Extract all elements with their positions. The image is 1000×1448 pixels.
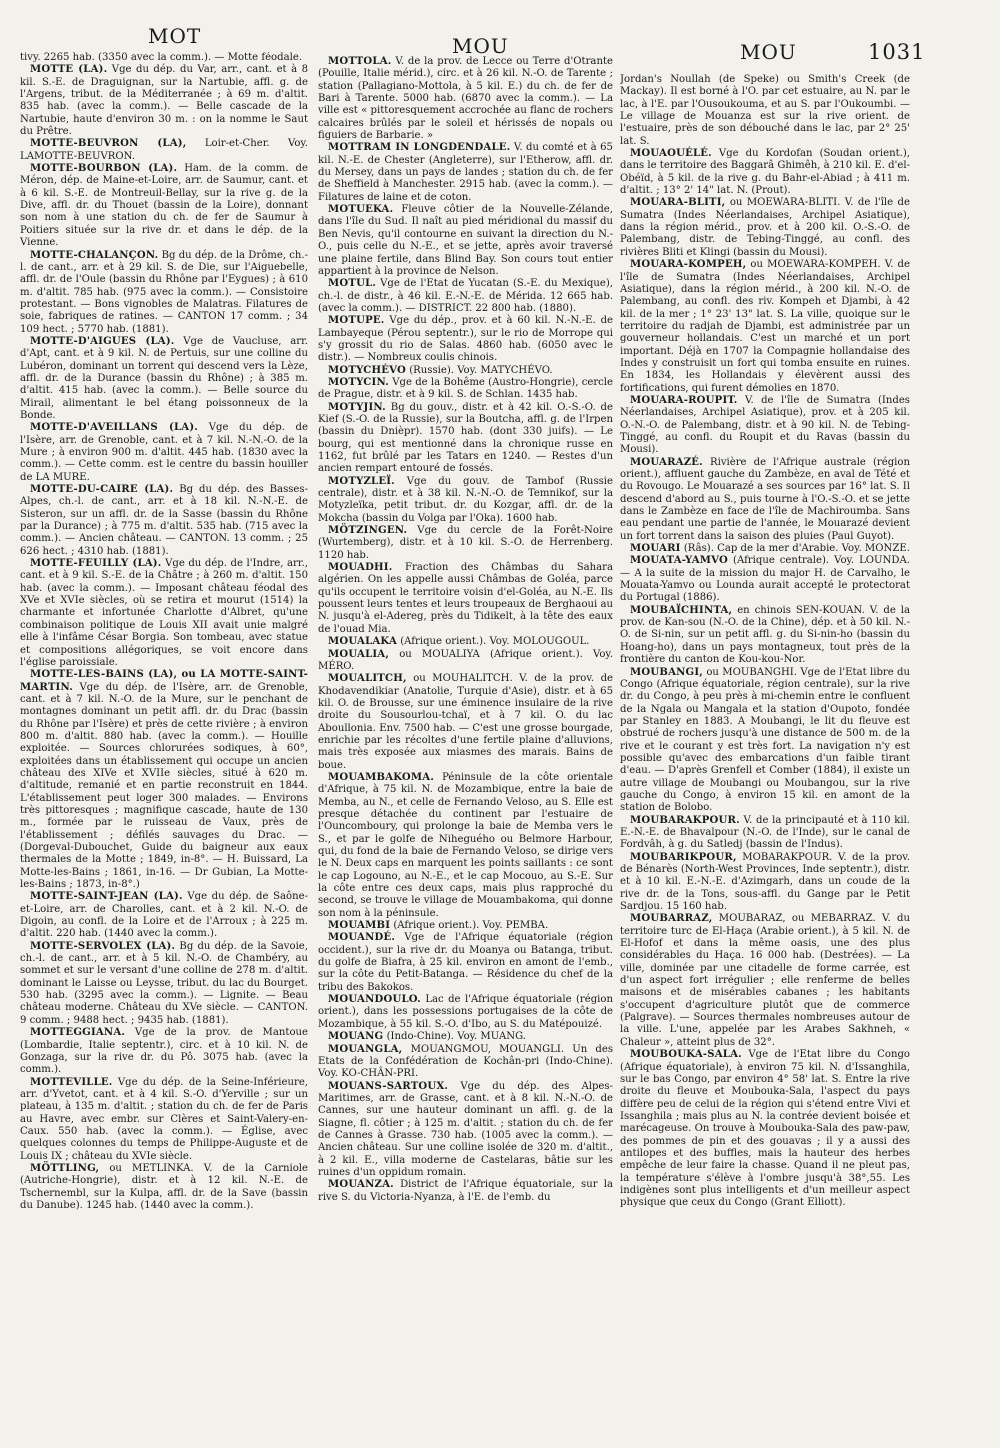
entry-text: Bg du gouv., distr. et à 42 kil. O.-S.-O. de Kief (S.-O. de la Russie), sur la Boutcha, affl. g. de l'Irpen (bassin du Dnièpr). 1570 hab. (dont 330 juifs). — Le bourg, qui est mentionné dans la chronique russe en 1162, fut brûlé par les Tatars en 1240. — Restes d'un ancien rempart entouré de fossés. bbox=[318, 401, 613, 475]
entry-text: Vge de la prov. de Mantoue (Lombardie, Italie septentr.), circ. et à 10 kil. N. de Gonzaga, sur la rive dr. du Pô. 3075 hab. (avec la comm.). bbox=[20, 1027, 308, 1076]
entry-text: Vge de la Bohême (Austro-Hongrie), cercle de Prague, distr. et à 9 kil. S. de Schlan. 1435 hab. bbox=[318, 376, 613, 401]
entry-headword: MOUARA-ROUPIT. bbox=[630, 394, 738, 406]
dictionary-entry bbox=[20, 1163, 308, 1212]
dictionary-entry bbox=[620, 395, 910, 457]
dictionary-entry bbox=[318, 636, 613, 648]
entry-text: Fleuve côtier de la Nouvelle-Zélande, dans l'île du Sud. Il naît au pied méridional du massif du Ben Nevis, qu'il contourne en suivant la direction du N.-O., puis celle du N.-E., et se jette, après avoir traversé une plaine fertile, dans Blind Bay. Son cours tout entier appartient à la province de Nelson. bbox=[318, 204, 613, 277]
entry-text: ou MOUALIYA (Afrique orient.). Voy. MÉRO. bbox=[318, 648, 613, 672]
entry-headword: MOUARA-KOMPEH, bbox=[630, 259, 747, 271]
entry-headword: MOUBARRAZ, bbox=[630, 913, 713, 925]
dictionary-entry bbox=[620, 197, 910, 259]
dictionary-entry bbox=[20, 891, 308, 940]
entry-headword: MOTUEKA. bbox=[328, 204, 394, 216]
dictionary-entry bbox=[20, 64, 308, 138]
dictionary-entry bbox=[318, 1031, 613, 1043]
dictionary-entry bbox=[318, 932, 613, 994]
entry-text: (Indo-Chine). Voy. MUANG. bbox=[386, 1031, 527, 1043]
entry-headword: MOTTE-DU-CAIRE (LA). bbox=[30, 484, 174, 496]
entry-headword: MÖTTLING, bbox=[30, 1162, 100, 1174]
entry-headword: MOUALAKA bbox=[328, 636, 398, 648]
dictionary-entry bbox=[620, 913, 910, 1049]
entry-text: Rivière de l'Afrique australe (région orient.), affluent gauche du Zambèze, en aval de Tété et du Rovougo. Le Mouarazé a ses sources par 16° lat. S. Il descend d'abord au S., puis tourne à l'O.-S.-O. et se jette dans le Zambèze en face de l'île de Machiroumba. Sans eau pendant une partie de l'année, le Mouarazé devient un fort torrent dans la saison des pluies (Paul Guyot). bbox=[620, 456, 910, 542]
dictionary-entry bbox=[20, 138, 308, 163]
dictionary-entry bbox=[620, 457, 910, 543]
entry-headword: MOUARA-BLITI, bbox=[630, 197, 726, 209]
dictionary-entry bbox=[620, 667, 910, 815]
entry-headword: MOUATA-YAMVO bbox=[630, 555, 729, 567]
dictionary-entry bbox=[620, 74, 910, 148]
dictionary-entry bbox=[620, 148, 910, 197]
entry-text: Vge du Kordofan (Soudan orient.), dans le territoire des Baggarâ Ghimêh, à 210 kil. E. d'el-Obéïd, à 5 kil. de la rive g. du Bahr-el-Abiad ; à 411 m. d'altit. ; 13° 2' 14" lat. N. (Prout). bbox=[620, 148, 910, 197]
entry-headword: MOTTE-BOURBON (LA). bbox=[30, 163, 178, 175]
entry-headword: MOUANG bbox=[328, 1031, 384, 1043]
dictionary-entry bbox=[20, 336, 308, 422]
page-number: 1031 bbox=[868, 40, 926, 64]
dictionary-entry bbox=[318, 673, 613, 772]
dictionary-entry bbox=[318, 525, 613, 562]
entry-headword: MOUALITCH, bbox=[328, 673, 407, 685]
entry-text: (Russie). Voy. MATYCHÉVO. bbox=[409, 364, 553, 376]
entry-text: Loir-et-Cher. Voy. LAMOTTE-BEUVRON. bbox=[20, 138, 308, 162]
entry-headword: MOTTOLA. bbox=[328, 56, 392, 67]
entry-text: ou MOEWARA-BLITI. V. de l'île de Sumatra (Indes Néerlandaises, Archipel Asiatique), dans la région mérid., prov. et à 200 kil. O.-S.-O. de Palembang, distr. de Tebing-Tinggé, au confl. des rivières Bliti et Klingi (bassin du Mousi). bbox=[620, 197, 910, 258]
entry-headword: MOTYCIN. bbox=[328, 376, 389, 388]
dictionary-entry bbox=[318, 278, 613, 315]
entry-text: Lac de l'Afrique équatoriale (région orient.), dans les possessions portugaises de la côte de Mozambique, à 55 kil. S.-O. d'Ibo, au S. du Matépouizé. bbox=[318, 994, 613, 1030]
entry-headword: MOTYJIN. bbox=[328, 401, 386, 413]
entry-headword: MOTTEGGIANA. bbox=[30, 1027, 126, 1039]
dictionary-entry bbox=[318, 562, 613, 636]
entry-headword: MOUANDÉ. bbox=[328, 932, 396, 944]
entry-headword: MOUANGLA, bbox=[328, 1043, 403, 1055]
entry-text: MOUBARAZ, ou MEBARRAZ. V. du territoire turc de El-Haça (Arabie orient.), à 5 kil. N. de El-Hofof et dans la même oasis, une des plus considérables du Haça. 16 000 hab. (Destrées). — La ville, dominée par une citadelle de forme carrée, est d'un aspect fort irrégulier ; elle renferme de belles maisons et de misérables cabanes ; les habitants s'occupent d'agriculture plutôt que de commerce (Palgrave). — Sources thermales nombreuses autour de la ville. L'une, appelée par les Arabes Sakhneh, « Chaleur », atteint plus de 32°. bbox=[620, 913, 910, 1048]
entry-text: Vge du dép. de l'Isère, arr. de Grenoble, cant. et à 7 kil. N.-N.-O. de la Mure ; à environ 900 m. d'altit. 445 hab. (1830 avec la comm.). — Cette comm. est le centre du bassin houiller de LA MURE. bbox=[20, 422, 308, 483]
dictionary-entry bbox=[318, 649, 613, 674]
column-2 bbox=[318, 56, 613, 1204]
dictionary-entry bbox=[318, 1044, 613, 1081]
dictionary-entry bbox=[318, 315, 613, 364]
entry-headword: MOTTE-FEUILLY (LA). bbox=[30, 558, 162, 570]
dictionary-entry bbox=[620, 543, 910, 555]
dictionary-entry bbox=[318, 476, 613, 525]
dictionary-entry bbox=[318, 772, 613, 920]
entry-headword: MOTTE (LA). bbox=[30, 64, 108, 76]
entry-text: Vge du dép., prov. et à 60 kil. N.-N.-E. de Lambayeque (Pérou septentr.), sur le rio de Morrope qui s'y grossit du rio de Salas. 4860 hab. (6050 avec le distr.). — Nombreux coulis chinois. bbox=[318, 315, 613, 364]
entry-headword: MOTUL. bbox=[328, 278, 377, 290]
entry-text: (Afrique orient.). Voy. MOLOUGOUL. bbox=[400, 636, 590, 648]
entry-text: (Râs). Cap de la mer d'Arabie. Voy. MONZE. bbox=[683, 543, 910, 555]
entry-headword: MOTTEVILLE. bbox=[30, 1076, 113, 1088]
dictionary-entry bbox=[620, 605, 910, 667]
entry-text: Bg du dép. des Basses-Alpes, ch.-l. de cant., arr. et à 18 kil. N.-N.-E. de Sisteron, sur un affl. dr. de la Sasse (bassin du Rhône par la Durance) ; à 775 m. d'altit. 535 hab. (715 avec la comm.). — Ancien château. — CANTON. 13 comm. ; 25 626 hect. ; 4310 hab. (1881). bbox=[20, 484, 308, 557]
dictionary-entry bbox=[318, 1179, 613, 1204]
dictionary-entry bbox=[620, 259, 910, 395]
entry-text: Vge du dép. du Var, arr., cant. et à 8 kil. S.-E. de Draguignan, sur la Nartubie, affl. g. de l'Argens, tribut. de la Méditerranée ; à 69 m. d'altit. 835 hab. (avec la comm.). — Belle cascade de la Nartubie, haute d'environ 30 m. : on la nomme le Saut du Prêtre. bbox=[20, 64, 308, 138]
dictionary-entry bbox=[318, 204, 613, 278]
entry-text: Vge du cercle de la Forêt-Noire (Wurtemberg), distr. et à 10 kil. S.-O. de Herrenberg. 1120 hab. bbox=[318, 525, 613, 561]
entry-headword: MOUAOUÉLÉ. bbox=[630, 148, 712, 160]
entry-text: V. de la principauté et à 110 kil. E.-N.-E. de Bhavalpour (N.-O. de l'Inde), sur le canal de Fordvâh, à g. du Satledj (bassin de l'Indus). bbox=[620, 814, 910, 851]
entry-text: Jordan's Noullah (de Speke) ou Smith's Creek (de Mackay). Il est borné à l'O. par cet estuaire, au N. par le lac, à l'E. par l'Ousoukouma, et au S. par l'Oukoumbi. — Le village de Mouanza est sur la rive orient. de l'estuaire, près de son débouché dans le lac, par 2° 25' lat. S. bbox=[620, 74, 910, 147]
dictionary-entry bbox=[620, 852, 910, 914]
entry-text: Vge du gouv. de Tambof (Russie centrale), distr. et à 38 kil. N.-N.-O. de Temnikof, sur la Motyzleïka, petit tribut. dr. du Kozgar, affl. dr. de la Mokcha (bassin du Volga par l'Oka). 1600 hab. bbox=[318, 475, 613, 524]
entry-headword: MOUAMBAKOMA. bbox=[328, 771, 435, 783]
entry-text: (Afrique orient.). Voy. PEMBA. bbox=[393, 920, 549, 932]
entry-text: (Afrique centrale). Voy. LOUNDA. — A la suite de la mission du major H. de Carvalho, le Mouata-Yamvo ou Lounda aurait accepté le protectorat du Portugal (1886). bbox=[620, 555, 910, 604]
dictionary-entry bbox=[318, 142, 613, 204]
entry-headword: MOUBANGI, bbox=[630, 666, 704, 678]
entry-text: V. du comté et à 65 kil. N.-E. de Chester (Angleterre), sur l'Etherow, affl. dr. du Mersey, dans un pays de landes ; station du ch. de fer de Sheffield à Manchester. 2915 hab. (avec la comm.). — Filatures de laine et de coton. bbox=[318, 142, 613, 203]
entry-text: Fraction des Châmbas du Sahara algérien. On les appelle aussi Châmbas de Goléa, parce qu'ils occupent le territoire voisin d'el-Goléa, au N.-E. Ils poussent leurs tentes et leurs troupeaux de Berghaoui au N. jusqu'à el-Adereg, près du Tidikelt, à la tête des eaux de l'ouad Mia. bbox=[318, 562, 613, 635]
entry-text: Vge du dép. de l'Indre, arr., cant. et à 9 kil. S.-E. de la Châtre ; à 260 m. d'altit. 150 hab. (avec la comm.). — Imposant château féodal des XVe et XVIe siècles, où se retira et mourut (1514) la charmante et infortunée Charlotte d'Albret, qu'une combinaison politique de Louis XII avait unie malgré elle à l'infâme César Borgia. Son tombeau, avec statue et compositions allégoriques, se voit encore dans l'église paroissiale. bbox=[20, 558, 308, 668]
entry-text: District de l'Afrique équatoriale, sur la rive S. du Victoria-Nyanza, à l'E. de l'emb. du bbox=[318, 1179, 613, 1203]
column-3 bbox=[620, 74, 910, 1210]
entry-headword: MOUBARAKPOUR. bbox=[630, 814, 740, 826]
entry-headword: MOUANZA. bbox=[328, 1179, 394, 1191]
dictionary-entry bbox=[20, 669, 308, 891]
dictionary-entry bbox=[20, 558, 308, 669]
entry-text: Vge du dép. de l'Isère, arr. de Grenoble, cant. et à 7 kil. N.-O. de la Mure, sur le penchant de montagnes dominant un petit affl. dr. du Drac (bassin du Rhône par l'Isère) et près de cette rivière ; à environ 800 m. d'altit. 880 hab. (avec la comm.). — Houille exploitée. — Sources chlorurées sodiques, à 60°, exploitées dans un établissement qui occupe un ancien château des XIVe et XVIIe siècles, situé à 620 m. d'altitude, remanié et en partie reconstruit en 1844. L'établissement peut loger 300 malades. — Environs très pittoresques ; magnifique cascade, haute de 130 m., formée par le ruisseau de Vaux, près de l'établissement ; défilés sauvages du Drac. — (Dorgeval-Dubouchet, Guide du baigneur aux eaux thermales de la Motte ; 1849, in-8°. — H. Buissard, La Motte-les-Bains ; 1861, in-16. — Dr Gubian, La Motte-les-Bains ; 1873, in-8°.) bbox=[20, 681, 308, 891]
entry-headword: MOUBOUKA-SALA. bbox=[630, 1049, 742, 1061]
entry-headword: MOTTRAM IN LONGDENDALE. bbox=[328, 142, 511, 154]
entry-headword: MOTTE-D'AIGUES (LA). bbox=[30, 335, 175, 347]
dictionary-entry bbox=[318, 56, 613, 142]
entry-headword: MOUANDOULO. bbox=[328, 994, 421, 1006]
entry-text: Vge du dép. de la Seine-Inférieure, arr. d'Yvetot, cant. et à 4 kil. S.-O. d'Yerville ; sur un plateau, à 135 m. d'altit. ; station du ch. de fer de Paris au Havre, avec embr. sur Clères et Saint-Valery-en-Caux. 550 hab. (avec la comm.). — Église, avec quelques colonnes du temps de Philippe-Auguste et de Louis IX ; château du XVIe siècle. bbox=[20, 1076, 308, 1162]
dictionary-entry bbox=[20, 1077, 308, 1163]
dictionary-entry bbox=[318, 920, 613, 932]
dictionary-entry bbox=[20, 163, 308, 249]
dictionary-entry bbox=[620, 555, 910, 604]
entry-headword: MOUBAÏCHINTA, bbox=[630, 604, 733, 616]
entry-text: Péninsule de la côte orientale d'Afrique, à 75 kil. N. de Mozambique, entre la baie de Memba, au N., et celle de Fernando Veloso, au S. Elle est presque détachée du continent par l'estuaire de l'Ouncomboury, qui prolonge la baie de Memba vers le S., et par le golfe de Niheguého ou Belmore Harbour, qui, du fond de la baie de Fernando Veloso, se dirige vers le N. Deux caps en marquent les points saillants : ce sont le cap Logouno, au N.-E., et le cap Mocouo, au S.-E. Sur la côte entre ces deux caps, mais plus rapproché du second, se trouve le village de Mouambakoma, qui donne son nom à la péninsule. bbox=[318, 771, 613, 919]
entry-text: Vge de l'Etat de Yucatan (S.-E. du Mexique), ch.-l. de distr., à 46 kil. E.-N.-E. de Mérida. 12 665 hab. (avec la comm.). — DISTRICT. 22 800 hab. (1880). bbox=[318, 278, 613, 314]
entry-headword: MOTYZLEÏ. bbox=[328, 475, 395, 487]
entry-headword: MÖTZINGEN. bbox=[328, 525, 408, 537]
dictionary-entry bbox=[620, 815, 910, 852]
entry-headword: MOUARAZÉ. bbox=[630, 456, 703, 468]
entry-text: ou MOEWARA-KOMPEH. V. de l'île de Sumatra (Indes Néerlandaises, Archipel Asiatique), dans la région mérid., à 200 kil. N.-O. de Palembang, au confl. des riv. Kompeh et Djambi, à 42 kil. de la mer ; 1° 23' 13" lat. S. La ville, quoique sur le territoire du radjah de Djambi, est administrée par un gouverneur hollandais. C'est un marché et un port important. Déjà en 1707 la Compagnie hollandaise des Indes y construisit un fort qui tomba ensuite en ruines. En 1834, les Hollandais y élevèrent aussi des fortifications, qui furent démolies en 1870. bbox=[620, 259, 910, 394]
entry-text: en chinois SEN-KOUAN. V. de la prov. de Kan-sou (N.-O. de la Chine), dép. et à 50 kil. N.-O. de Si-nin, sur un petit affl. g. du Si-nin-ho (bassin du Hoang-ho), dans un pays montagneux, tout près de la frontière du canton de Kou-kou-Nor. bbox=[620, 604, 910, 666]
entry-text: tivy. 2265 hab. (3350 avec la comm.). — Motte féodale. bbox=[20, 52, 303, 63]
entry-headword: MOUAMBI bbox=[328, 920, 391, 932]
dictionary-entry bbox=[318, 1081, 613, 1180]
entry-headword: MOTTE-CHALANÇON. bbox=[30, 249, 159, 261]
entry-headword: MOTUPE. bbox=[328, 315, 385, 327]
entry-text: MOBARAKPOUR. V. de la prov. de Bénarès (North-West Provinces, Inde septentr.), distr. et à 10 kil. E.-N.-E. d'Azimgarh, dans un coude de la rive dr. de la Tons, sous-affl. du Gange par le Petit Sardjou. 15 160 hab. bbox=[620, 851, 910, 913]
entry-headword: MOTTE-LES-BAINS (LA), ou LA MOTTE-SAINT-MARTIN. bbox=[20, 669, 308, 693]
entry-headword: MOTTE-SAINT-JEAN (LA). bbox=[30, 891, 183, 903]
entry-text: MOUANGMOU, MOUANGLI. Un des Etats de la Confédération de Kochân-pri (Indo-Chine). Voy. KO-CHÂN-PRI. bbox=[318, 1043, 613, 1080]
entry-text: Vge de l'Afrique équatoriale (région occident.), sur la rive dr. du Moanya ou Batanga, tribut. du golfe de Biafra, à 25 kil. environ en amont de l'emb., sur la côte du Petit-Batanga. — Résidence du chef de la tribu des Bakokos. bbox=[318, 932, 613, 993]
entry-text: ou MOUBANGHI. Vge de l'Etat libre du Congo (Afrique équatoriale, région centrale), sur la rive dr. du Congo, à peu près à mi-chemin entre le confluent de la Ngala ou Mangala et la station d'Oupoto, fondée par Stanley en 1883. A Moubangi, le lit du fleuve est obstrué de rochers jusqu'à une distance de 500 m. de la rive et le courant y est très fort. La navigation n'y est possible qu'avec des embarcations d'un faible tirant d'eau. — D'après Grenfell et Comber (1884), il existe un autre village de Moubangi ou Moubangou, sur la rive gauche du Congo, à environ 15 kil. en amont de la station de Bolobo. bbox=[620, 666, 910, 814]
dictionary-entry bbox=[318, 377, 613, 402]
entry-text: V. de l'île de Sumatra (Indes Néerlandaises, Archipel Asiatique), prov. et à 205 kil. O.-N.-O. de Palembang, distr. et à 90 kil. N. de Tebing-Tinggé, au confl. du Roupit et du Ravas (bassin du Mousi). bbox=[620, 394, 910, 456]
entry-headword: MOUARI bbox=[630, 543, 681, 555]
running-head-center: MOU bbox=[452, 34, 509, 58]
entry-text: ou METLINKA. V. de la Carniole (Autriche-Hongrie), distr. et à 12 kil. N.-E. de Tschernembl, sur la Kulpa, affl. dr. de la Save (bassin du Danube). 1245 hab. (1440 avec la comm.). bbox=[20, 1162, 308, 1211]
entry-text: ou MOUHALITCH. V. de la prov. de Khodavendikiar (Anatolie, Turquie d'Asie), distr. et à 65 kil. O. de Brousse, sur une éminence insulaire de la rive droite du Sousourlou-tchaï, et à 7 kil. O. du lac Aboullonia. Env. 7500 hab. — C'est une grosse bourgade, enrichie par les récoltes d'une fertile plaine d'alluvions, mais très exposée aux miasmes des marais. Bains de boue. bbox=[318, 673, 613, 771]
entry-headword: MOUANS-SARTOUX. bbox=[328, 1080, 449, 1092]
entry-headword: MOUBARIKPOUR, bbox=[630, 851, 737, 863]
entry-headword: MOTTE-SERVOLEX (LA). bbox=[30, 940, 176, 952]
entry-text: V. de la prov. de Lecce ou Terre d'Otrante (Pouille, Italie mérid.), circ. et à 26 kil. N.-O. de Tarente ; station (Pallagiano-Mottola, à 5 kil. E.) du ch. de fer de Bari à Tarente. 5000 hab. (6870 avec la comm.). — La ville est « pittoresquement accrochée au flanc de rochers calcaires brûlés par le soleil et hérissés de nopals ou figuiers de Barbarie. » bbox=[318, 56, 613, 142]
entry-headword: MOUALIA, bbox=[328, 648, 390, 660]
running-head-left: MOT bbox=[148, 24, 202, 48]
dictionary-entry bbox=[318, 365, 613, 377]
entry-text: Vge de l'Etat libre du Congo (Afrique équatoriale), à environ 75 kil. N. d'Issanghila, sur le bas Congo, par environ 4° 58' lat. S. Entre la rive droite du fleuve et Moubouka-Sala, l'aspect du pays diffère peu de celui de la région qui s'étend entre Vivi et Issanghila ; mais plus au N. la contrée devient boisée et marécageuse. On trouve à Moubouka-Sala des paw-paw, des pommes de pin et des gouavas ; il y a aussi des antilopes et des buffles, mais la hauteur des herbes empêche de leur faire la chasse. Quand il ne pleut pas, la température s'élève à l'ombre jusqu'à 38°,55. Les indigènes sont plus intelligents et d'un meilleur aspect physique que ceux du Congo (Grant Elliott). bbox=[620, 1049, 910, 1209]
entry-text: Ham. de la comm. de Méron, dép. de Maine-et-Loire, arr. de Saumur, cant. et à 6 kil. S.-E. de Montreuil-Bellay, sur la rive g. de la Dive, affl. dr. du Thouet (bassin de la Loire), donnant son nom à une station du ch. de fer de Saumur à Poitiers située sur la rive dr. et dans le dép. de la Vienne. bbox=[20, 163, 308, 249]
entry-headword: MOTTE-BEUVRON (LA), bbox=[30, 138, 187, 150]
dictionary-entry bbox=[20, 1027, 308, 1076]
running-head-right: MOU bbox=[740, 40, 797, 64]
entry-headword: MOTYCHÉVO bbox=[328, 364, 407, 376]
dictionary-entry bbox=[20, 250, 308, 336]
entry-text: Vge du dép. de Saône-et-Loire, arr. de Charolles, cant. et à 2 kil. N.-O. de Digoin, au confl. de la Loire et de l'Arroux ; à 225 m. d'altit. 220 hab. (1440 avec la comm.). bbox=[20, 891, 308, 940]
column-1 bbox=[20, 52, 308, 1212]
entry-headword: MOUADHI. bbox=[328, 562, 393, 574]
text-columns bbox=[0, 50, 1000, 1442]
entry-headword: MOTTE-D'AVEILLANS (LA). bbox=[30, 422, 199, 434]
dictionary-entry bbox=[20, 941, 308, 1027]
entry-text: Bg du dép. de la Savoie, ch.-l. de cant., arr. et à 5 kil. N.-O. de Chambéry, au sommet et sur le versant d'une colline de 278 m. d'altit. dominant le Laisse ou Leysse, tribut. du lac du Bourget. 530 hab. (3295 avec la comm.). — Lignite. — Beau château moderne. Château du XVe siècle. — CANTON. 9 comm. ; 9488 hect. ; 9435 hab. (1881). bbox=[20, 940, 308, 1026]
dictionary-entry bbox=[318, 402, 613, 476]
dictionary-entry bbox=[20, 422, 308, 484]
entry-text: Vge de Vaucluse, arr. d'Apt, cant. et à 9 kil. N. de Pertuis, sur une colline du Lubéron, dominant un torrent qui descend vers la Lèze, affl. dr. de la Durance (bassin du Rhône) ; à 385 m. d'altit. 415 hab. (avec la comm.). — Belle source du Mirail, alimentant le bel étang poissonneux de la Bonde. bbox=[20, 335, 308, 421]
dictionary-entry bbox=[620, 1049, 910, 1209]
entry-text: Bg du dép. de la Drôme, ch.-l. de cant., arr. et à 29 kil. S. de Die, sur l'Aiguebelle, affl. dr. de l'Oule (bassin du Rhône par l'Eygues) ; à 610 m. d'altit. 785 hab. (975 avec la comm.). — Consistoire protestant. — Bons vignobles de Malatras. Filatures de soie, fabriques de ratines. — CANTON 17 comm. ; 34 109 hect. ; 5770 hab. (1881). bbox=[20, 249, 308, 335]
dictionary-entry bbox=[20, 484, 308, 558]
entry-text: Vge du dép. des Alpes-Maritimes, arr. de Grasse, cant. et à 8 kil. N.-N.-O. de Cannes, sur une hauteur dominant un affl. g. de la Siagne, fl. côtier ; à 125 m. d'altit. ; station du ch. de fer de Cannes à Grasse. 730 hab. (1005 avec la comm.). — Ancien château. Sur une colline isolée de 320 m. d'altit., à 2 kil. E., villa moderne de Castelaras, bâtie sur les ruines d'un oppidum romain. bbox=[318, 1080, 613, 1178]
dictionary-entry bbox=[318, 994, 613, 1031]
dictionary-entry bbox=[20, 52, 308, 64]
